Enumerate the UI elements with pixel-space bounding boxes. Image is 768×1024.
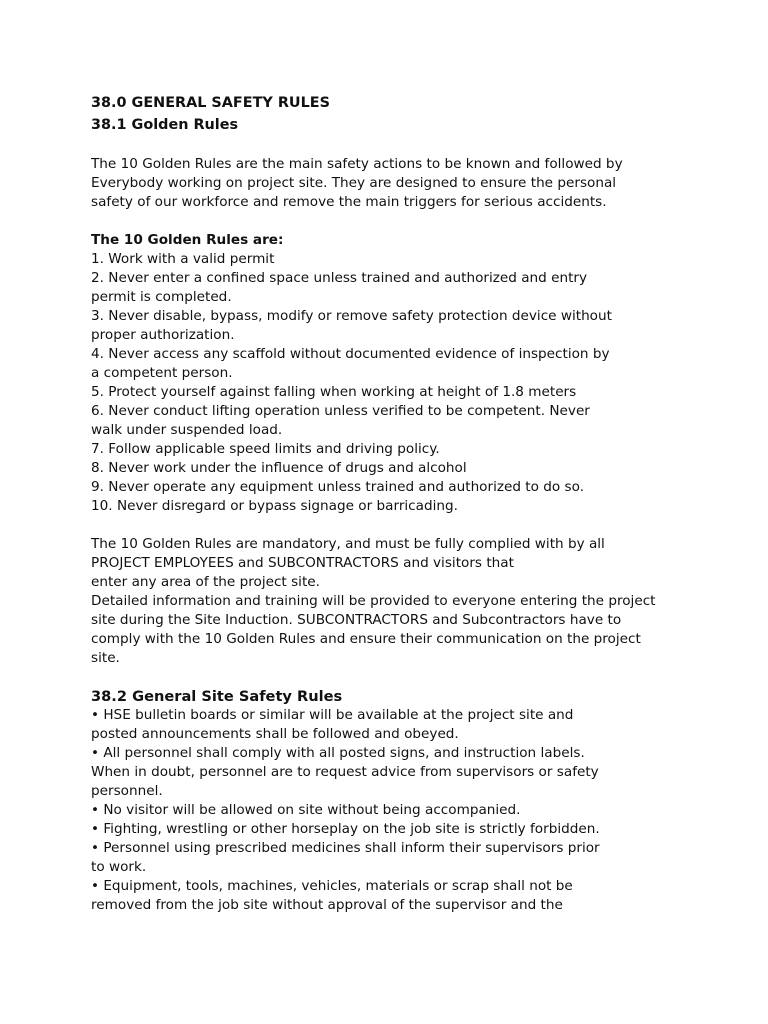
bullet-line: • Personnel using prescribed medicines shall inform their supervisors prior [91,840,600,856]
golden-rules-list [91,231,688,516]
list-item: 6. Never conduct lifting operation unless verified to be competent. Never [91,403,590,419]
bullet-line: • All personnel shall comply with all posted signs, and instruction labels. [91,745,585,761]
list-item: walk under suspended load. [91,422,283,438]
intro-paragraph [91,155,688,212]
closing-line: comply with the 10 Golden Rules and ensure their communication on the project [91,631,641,647]
bullet-line: • Equipment, tools, machines, vehicles, materials or scrap shall not be [91,878,573,894]
bullet-line: When in doubt, personnel are to request advice from supervisors or safety [91,764,599,780]
list-item: 1. Work with a valid permit [91,251,275,267]
closing-line: PROJECT EMPLOYEES and SUBCONTRACTORS and visitors that [91,555,514,571]
bullet-line: removed from the job site without approval of the supervisor and the [91,897,563,913]
bullet-line: personnel. [91,783,163,799]
list-heading: The 10 Golden Rules are: [91,232,284,248]
document-title: 38.0 GENERAL SAFETY RULES [91,95,330,111]
site-safety-rules-list [91,706,688,915]
intro-line: Everybody working on project site. They are designed to ensure the personal [91,175,617,191]
list-item: 9. Never operate any equipment unless trained and authorized to do so. [91,479,585,495]
closing-line: site. [91,650,120,666]
closing-line: site during the Site Induction. SUBCONTRACTORS and Subcontractors have to [91,612,622,628]
list-item: proper authorization. [91,327,235,343]
bullet-line: • No visitor will be allowed on site without being accompanied. [91,802,521,818]
spacer [91,136,688,155]
spacer [91,212,688,231]
closing-line: enter any area of the project site. [91,574,320,590]
section-heading-site-safety-rules: 38.2 General Site Safety Rules [91,688,343,705]
bullet-line: • Fighting, wrestling or other horseplay on the job site is strictly forbidden. [91,821,600,837]
spacer [91,516,688,535]
intro-line: The 10 Golden Rules are the main safety actions to be known and followed by [91,156,623,172]
list-item: permit is completed. [91,289,232,305]
closing-paragraph [91,535,688,668]
bullet-line: to work. [91,859,147,875]
list-item: 7. Follow applicable speed limits and driving policy. [91,441,440,457]
bullet-line: • HSE bulletin boards or similar will be available at the project site and [91,707,574,723]
list-item: a competent person. [91,365,233,381]
bullet-line: posted announcements shall be followed and obeyed. [91,726,459,742]
list-item: 2. Never enter a confined space unless trained and authorized and entry [91,270,588,286]
spacer [91,668,688,687]
section-heading-golden-rules: 38.1 Golden Rules [91,117,239,133]
intro-line: safety of our workforce and remove the main triggers for serious accidents. [91,194,607,210]
list-item: 4. Never access any scaffold without documented evidence of inspection by [91,346,610,362]
list-item: 8. Never work under the influence of drugs and alcohol [91,460,467,476]
closing-line: Detailed information and training will be provided to everyone entering the project [91,593,656,609]
list-item: 3. Never disable, bypass, modify or remove safety protection device without [91,308,612,324]
list-item: 5. Protect yourself against falling when working at height of 1.8 meters [91,384,577,400]
closing-line: The 10 Golden Rules are mandatory, and must be fully complied with by all [91,536,605,552]
list-item: 10. Never disregard or bypass signage or barricading. [91,498,458,514]
